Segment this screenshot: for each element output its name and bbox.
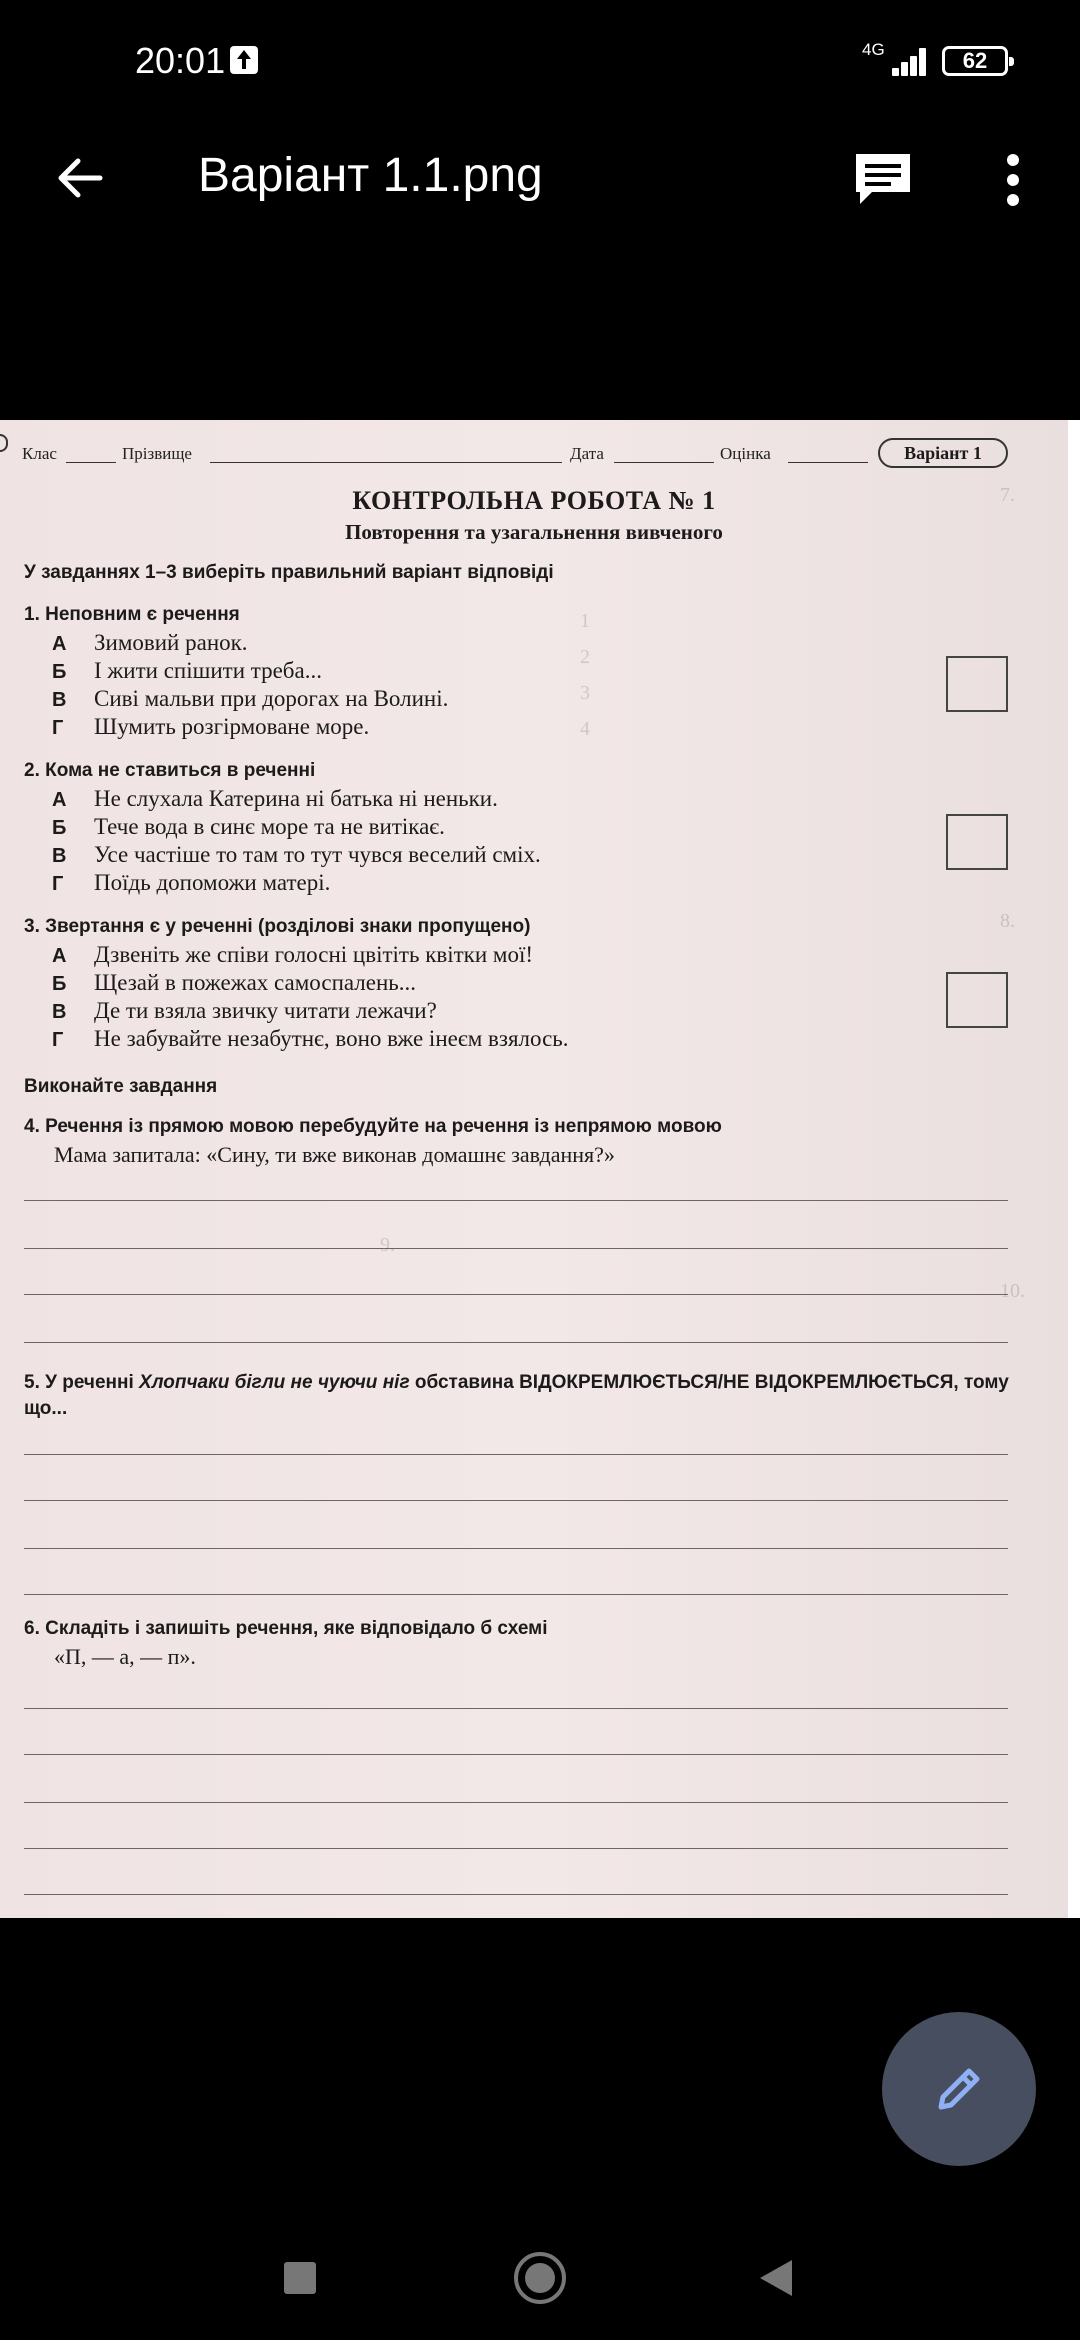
answer-line [24,1200,1008,1201]
answer-line [24,1454,1008,1455]
worksheet-title: КОНТРОЛЬНА РОБОТА № 1 [352,486,716,515]
answer-line [24,1754,1008,1755]
question-3-title: 3. Звертання є у реченні (розділові знаки пропущено) [24,916,531,937]
question-4-title: 4. Речення із прямою мовою перебудуйте на речення із непрямою мовою [24,1116,722,1137]
question-4-sentence: Мама запитала: «Сину, ти вже виконав домашнє завдання?» [54,1142,615,1167]
question-2-option-a: А Не слухала Катерина ні батька ні неньки. [52,786,498,811]
variant-badge: Варіант 1 [878,438,1008,468]
question-3-option-c: В Де ти взяла звичку читати лежачи? [52,998,437,1023]
surname-line [210,462,562,463]
image-viewer[interactable] [0,420,1080,1918]
question-2-option-c: В Усе частіше то там то тут чувся веселий сміх. [52,842,541,867]
back-arrow-icon[interactable] [50,148,110,208]
question-5-title: 5. У реченні Хлопчаки бігли не чуючи ніг обставина ВІДОКРЕМЛЮЄТЬСЯ/НЕ ВІДОКРЕМЛЮЄТЬСЯ, тому що... [24,1372,1009,1419]
network-type: 4G [862,40,885,59]
date-line [614,462,714,463]
battery-icon [942,46,1008,76]
instruction-choose: У завданнях 1–3 виберіть правильний варіант відповіді [24,562,554,583]
worksheet-image: 7. 1 2 3 4 8. 9. 10. Клас Прізвище Дата Оцінка Варіант 1 КОНТРОЛЬНА РОБОТА № 1 Повторення та узагальнення вивченого У завданнях 1–3 виберіть правильний варіант відповіді 1. Неповним є речення А Зимовий ранок. Б І жити спішити треба... В Сиві мальви при дорогах на Волині. Г Шумить розгірмоване море. 2. Кома не ставиться в реченні А Не слухала Катерина ні батька ні неньки. Б Тече вода в синє море та не витікає. В Усе частіше то там то тут чувся веселий сміх. Г Поїдь допоможи матері. 3. Звертання є у реченні (розділові знаки пропущено) А Дзвеніть же співи голосні цвітіть квітки мої! Б Щезай в пожежах самоспалень... В Де ти взяла звичку читати лежачи? Г Не забувайте незабутнє, воно вже інеєм взялось. Виконайте завдання 4. Речення із прямою мовою перебудуйте на речення із непрямою мовою Мама запитала: «Сину, ти вже виконав домашнє завдання?» 5. У реченні Хлопчаки бігли не чуючи ніг обставина ВІДОКРЕМЛЮЄТЬСЯ/НЕ ВІДОКРЕМЛЮЄТЬСЯ, тому що... 6. Складіть і запишіть речення, яке відповідало б схемі «П, — а, — п». [0,420,1068,1918]
comment-icon[interactable] [850,148,916,210]
answer-line [24,1594,1008,1595]
edit-button[interactable] [882,2012,1036,2166]
question-1-option-a: А Зимовий ранок. [52,630,248,655]
question-1-answer-box [946,656,1008,712]
answer-line [24,1708,1008,1709]
answer-line [24,1894,1008,1895]
question-6-scheme: «П, — а, — п». [54,1644,196,1669]
class-label: Клас [22,444,57,463]
home-icon[interactable] [514,2252,566,2304]
system-nav-bar [0,2220,1080,2340]
question-1-option-c: В Сиві мальви при дорогах на Волині. [52,686,449,711]
answer-line [24,1548,1008,1549]
file-title: Варіант 1.1.png [198,149,543,202]
battery-level: 62 [962,48,988,73]
question-3-option-a: А Дзвеніть же співи голосні цвітіть квітки мої! [52,942,534,967]
question-1-option-b: Б І жити спішити треба... [52,658,322,683]
grade-label: Оцінка [720,444,771,463]
app-toolbar [0,124,1080,234]
answer-line [24,1294,1008,1295]
answer-line [24,1848,1008,1849]
status-bar [0,0,1080,124]
question-1-title: 1. Неповним є речення [24,604,240,625]
upload-notification-icon [230,46,258,74]
answer-line [24,1802,1008,1803]
answer-line [24,1500,1008,1501]
instruction-tasks: Виконайте завдання [24,1076,218,1097]
class-line [66,462,116,463]
back-nav-icon[interactable] [760,2260,792,2296]
answer-line [24,1342,1008,1343]
recents-icon[interactable] [284,2262,316,2294]
question-3-answer-box [946,972,1008,1028]
page-edge [1068,420,1080,1918]
question-3-option-b: Б Щезай в пожежах самоспалень... [52,970,417,995]
grade-line [788,462,868,463]
question-2-title: 2. Кома не ставиться в реченні [24,760,316,781]
worksheet-subtitle: Повторення та узагальнення вивченого [345,520,723,544]
answer-line [24,1248,1008,1249]
question-6-title: 6. Складіть і запишіть речення, яке відповідало б схемі [24,1618,548,1639]
question-2-option-d: Г Поїдь допоможи матері. [52,870,331,895]
question-1-option-d: Г Шумить розгірмоване море. [52,714,370,739]
surname-label: Прізвище [122,444,192,463]
more-options-icon[interactable] [996,152,1032,208]
date-label: Дата [570,444,604,463]
question-2-option-b: Б Тече вода в синє море та не витікає. [52,814,445,839]
status-time: 20:01 [135,40,226,81]
binding-edge [0,420,6,480]
signal-strength-icon [880,44,930,76]
question-2-answer-box [946,814,1008,870]
question-3-option-d: Г Не забувайте незабутнє, воно вже інеєм взялось. [52,1026,569,1051]
